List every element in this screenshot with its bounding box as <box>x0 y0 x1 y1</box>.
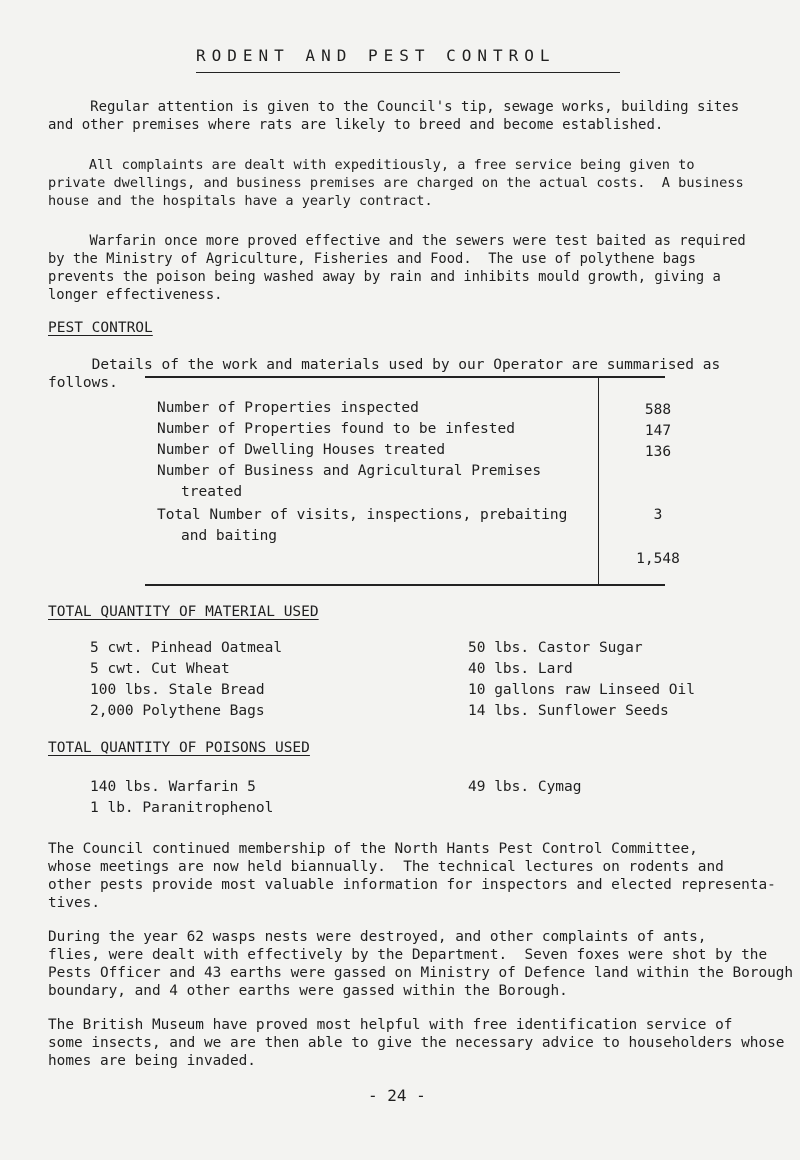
paragraph-warfarin: Warfarin once more proved effective and the sewers were test baited as required by the Ministry of Agriculture, Fisheries and Food. The use of polythene bags prevents the poison being washed away by rain and inhibits mould growth, giving a longer effectiveness. <box>48 233 746 303</box>
material-item: 5 cwt. Pinhead Oatmeal <box>90 640 283 656</box>
material-item: 10 gallons raw Linseed Oil <box>468 682 695 698</box>
table-row-label: Number of Properties inspected <box>157 400 419 416</box>
pest-control-heading: PEST CONTROL <box>48 320 153 336</box>
materials-heading: TOTAL QUANTITY OF MATERIAL USED <box>48 604 319 620</box>
material-item: 100 lbs. Stale Bread <box>90 682 265 698</box>
material-item: 40 lbs. Lard <box>468 661 573 677</box>
page-number: - 24 - <box>368 1086 426 1105</box>
table-row-label-cont: and baiting <box>181 528 278 544</box>
table-row-label: Number of Properties found to be infested <box>157 421 515 437</box>
table-row-value: 588 <box>644 402 672 418</box>
poison-item: 1 lb. Paranitrophenol <box>90 800 274 816</box>
paragraph-committee: The Council continued membership of the North Hants Pest Control Committee, whose meetings are now held biannually. The technical lectures on rodents and other pests provide most valuable information for inspectors and elected representa- tives. <box>48 841 776 911</box>
material-item: 14 lbs. Sunflower Seeds <box>468 703 669 719</box>
material-item: 5 cwt. Cut Wheat <box>90 661 230 677</box>
table-row-label: Number of Dwelling Houses treated <box>157 442 446 458</box>
table-row-value: 147 <box>644 423 672 439</box>
material-item: 50 lbs. Castor Sugar <box>468 640 643 656</box>
page-title: RODENT AND PEST CONTROL <box>196 46 556 65</box>
paragraph-museum: The British Museum have proved most helpful with free identification service of some insects, and we are then able to give the necessary advice to householders whose homes are being invaded. <box>48 1017 785 1069</box>
table-row-label: Number of Business and Agricultural Premises <box>157 463 542 479</box>
table-row-label-cont: treated <box>181 484 243 500</box>
table-row-value: 3 <box>653 507 663 523</box>
title-underline <box>196 72 620 73</box>
paragraph-details: Details of the work and materials used by our Operator are summarised as follows. <box>48 357 721 391</box>
paragraph-pests: During the year 62 wasps nests were destroyed, and other complaints of ants, flies, were dealt with effectively by the Department. Seven foxes were shot by the Pests Officer and 43 earths were gassed on Ministry of Defence land within the Borough boundary, and 4 other earths were gassed within the Borough. <box>48 929 794 999</box>
poisons-heading: TOTAL QUANTITY OF POISONS USED <box>48 740 310 756</box>
table-column-divider <box>598 376 599 586</box>
table-row-value: 136 <box>644 444 672 460</box>
paragraph-tip: Regular attention is given to the Council's tip, sewage works, building sites and other premises where rats are likely to breed and become established. <box>48 99 740 133</box>
material-item: 2,000 Polythene Bags <box>90 703 265 719</box>
table-row-label: Total Number of visits, inspections, prebaiting <box>157 507 568 523</box>
poison-item: 140 lbs. Warfarin 5 <box>90 779 256 795</box>
poison-item: 49 lbs. Cymag <box>468 779 582 795</box>
table-row-value: 1,548 <box>636 551 680 567</box>
paragraph-complaints: All complaints are dealt with expeditiously, a free service being given to private dwellings, and business premises are charged on the actual costs. A business house and the hospitals have a yearly contract. <box>48 157 744 209</box>
